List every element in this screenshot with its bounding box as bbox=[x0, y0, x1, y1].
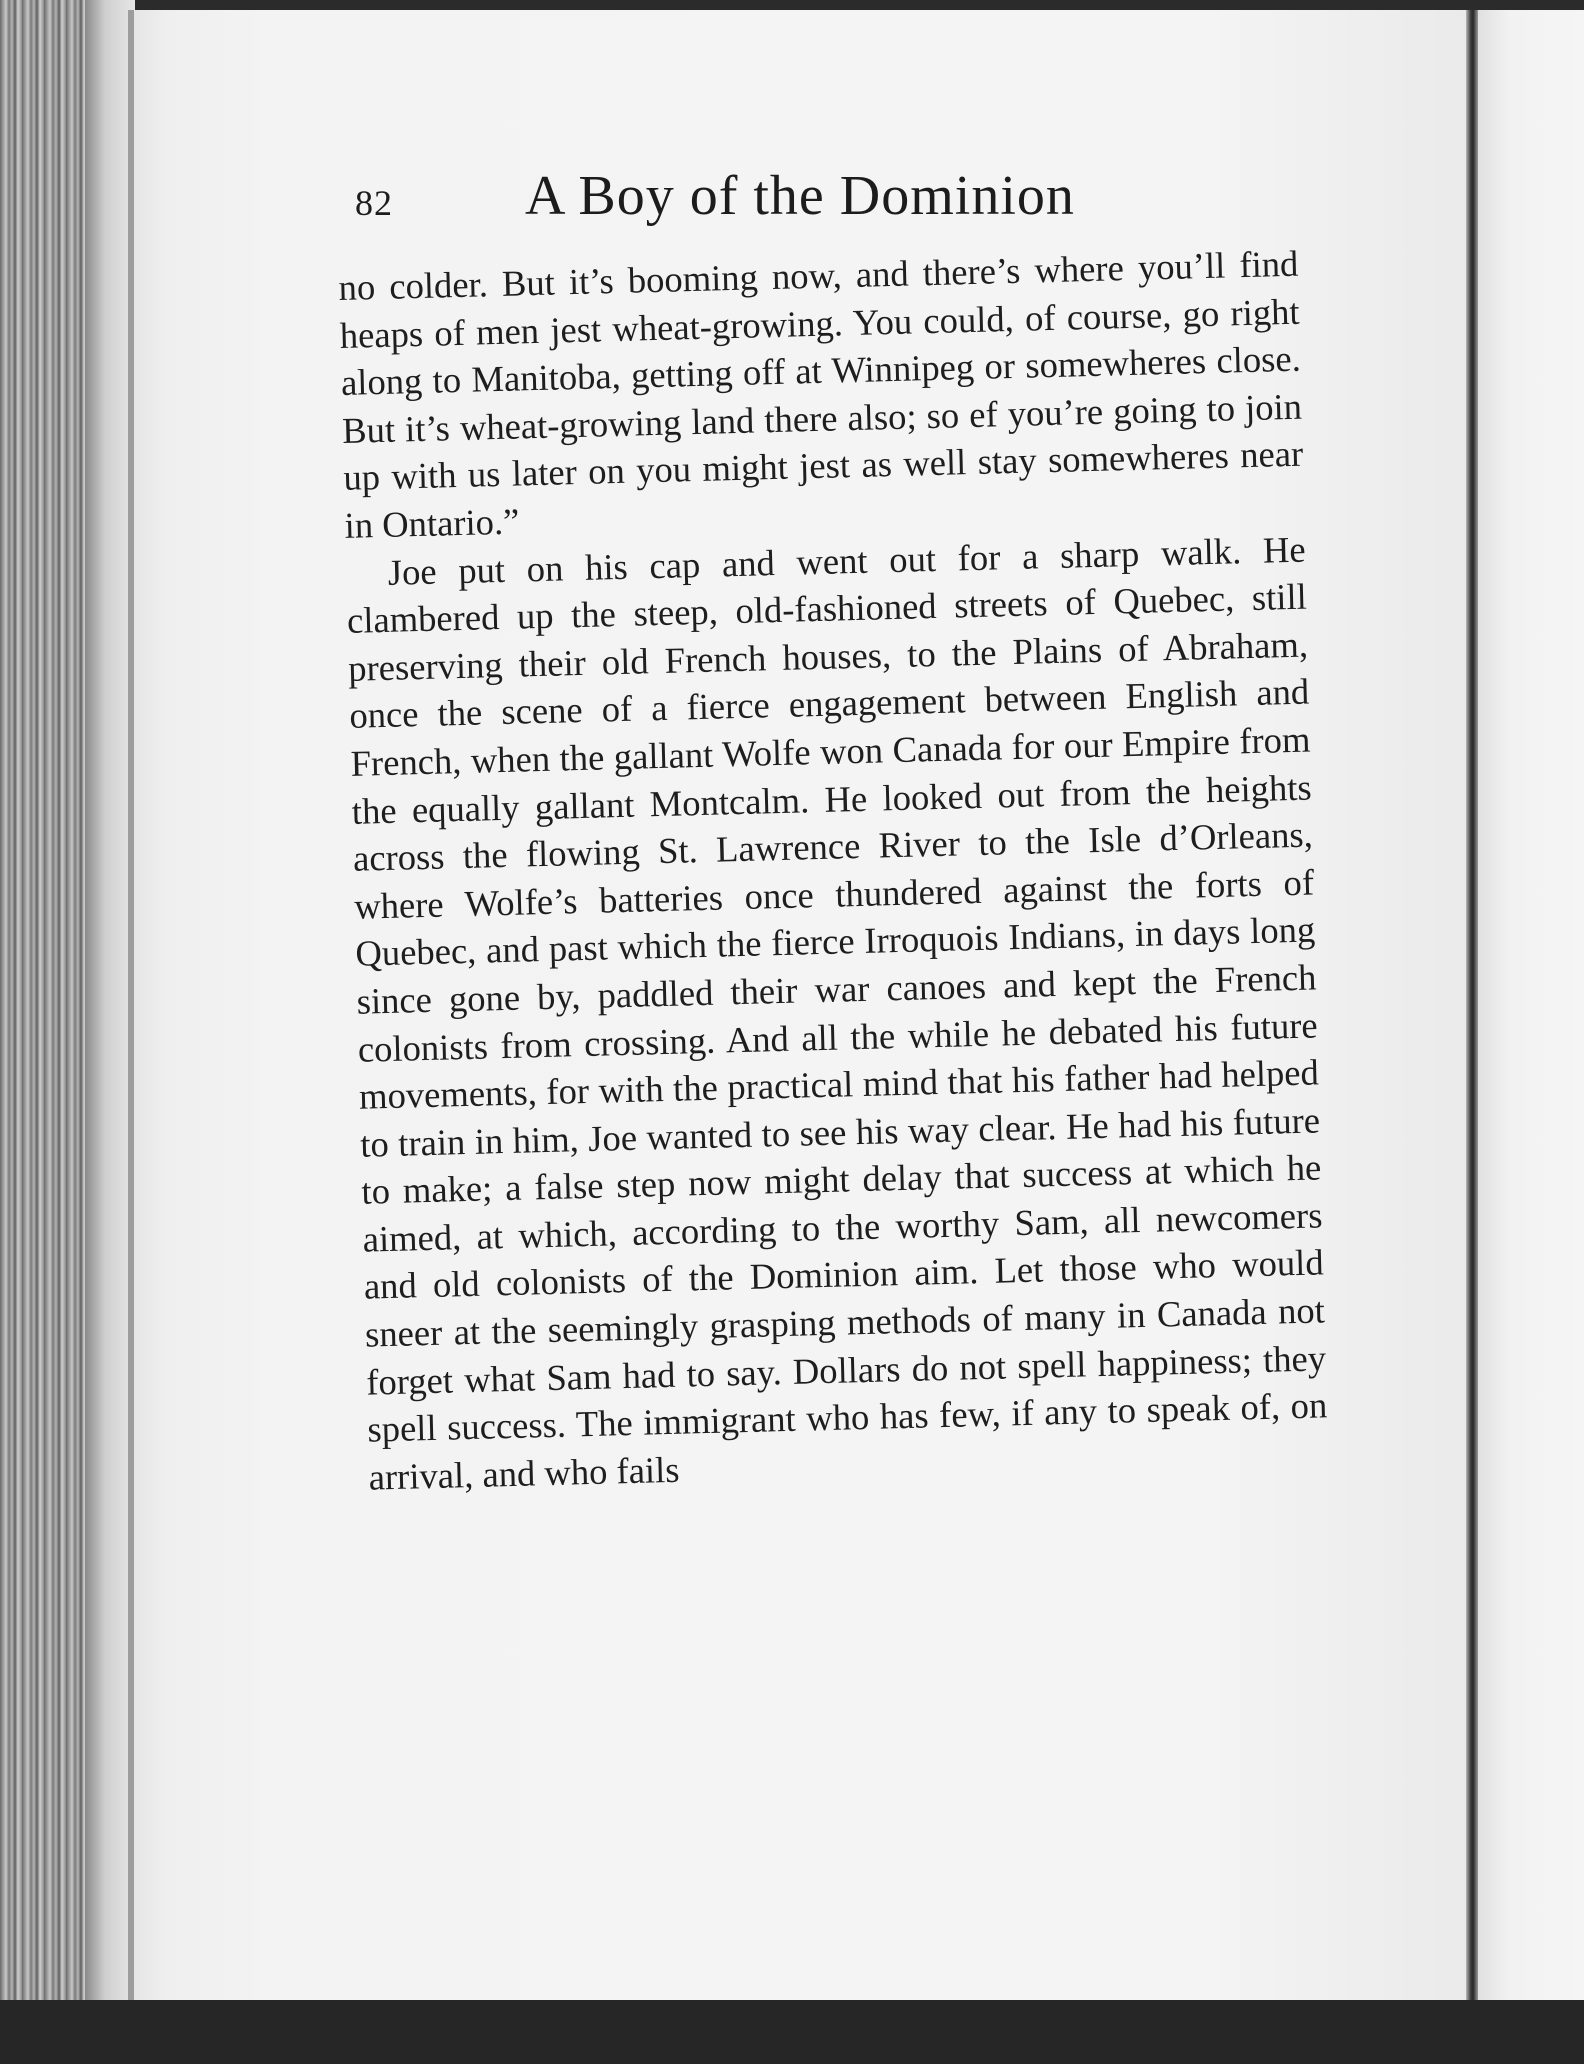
paragraph-continuation: no colder. But it’s booming now, and there’s where you’ll find heaps of men jest wheat-growing. You could, of course, go right along to Manitoba, getting off at Winnipeg or somewheres close. But it’s wheat-growing land there also; so ef you’re going to join up with us later on you might jest as well stay somewheres near in Ontario.” bbox=[338, 242, 1304, 546]
book-gutter bbox=[1466, 10, 1478, 2000]
paragraph: Joe put on his cap and went out for a sharp walk. He clambered up the steep, old-fashioned streets of Quebec, still preserving their old French houses, to the Plains of Abraham, once the scene of a fierce engagement between English and French, when the gallant Wolfe won Canada for our Empire from the equally gallant Montcalm. He looked out from the heights across the flowing St. Lawrence River to the Isle d’Orleans, where Wolfe’s batteries once thundered against the forts of Quebec, and past which the fierce Irroquois Indians, in days long since gone by, paddled their war canoes and kept the French colonists from crossing. And all the while he debated his future movements, for with the practical mind that his father had helped to train in him, Joe wanted to see his way clear. He had his future to make; a false step now might delay that success at which he aimed, at which, according to the worthy Sam, all newcomers and old colonists of the Dominion aim. Let those who would sneer at the seemingly grasping methods of many in Canada not forget what Sam had to say. Dollars do not spell happiness; they spell success. The immigrant who has few, if any to speak of, on arrival, and who fails bbox=[346, 528, 1328, 1498]
body-text bbox=[338, 240, 1329, 1501]
scan-bottom-border bbox=[0, 2000, 1584, 2064]
running-title: A Boy of the Dominion bbox=[525, 165, 1075, 227]
scan-top-border bbox=[135, 0, 1584, 10]
page-number: 82 bbox=[355, 183, 393, 223]
page-stack-edges bbox=[0, 0, 135, 2064]
page-header bbox=[355, 165, 1155, 238]
facing-page-edge bbox=[1478, 10, 1584, 2000]
